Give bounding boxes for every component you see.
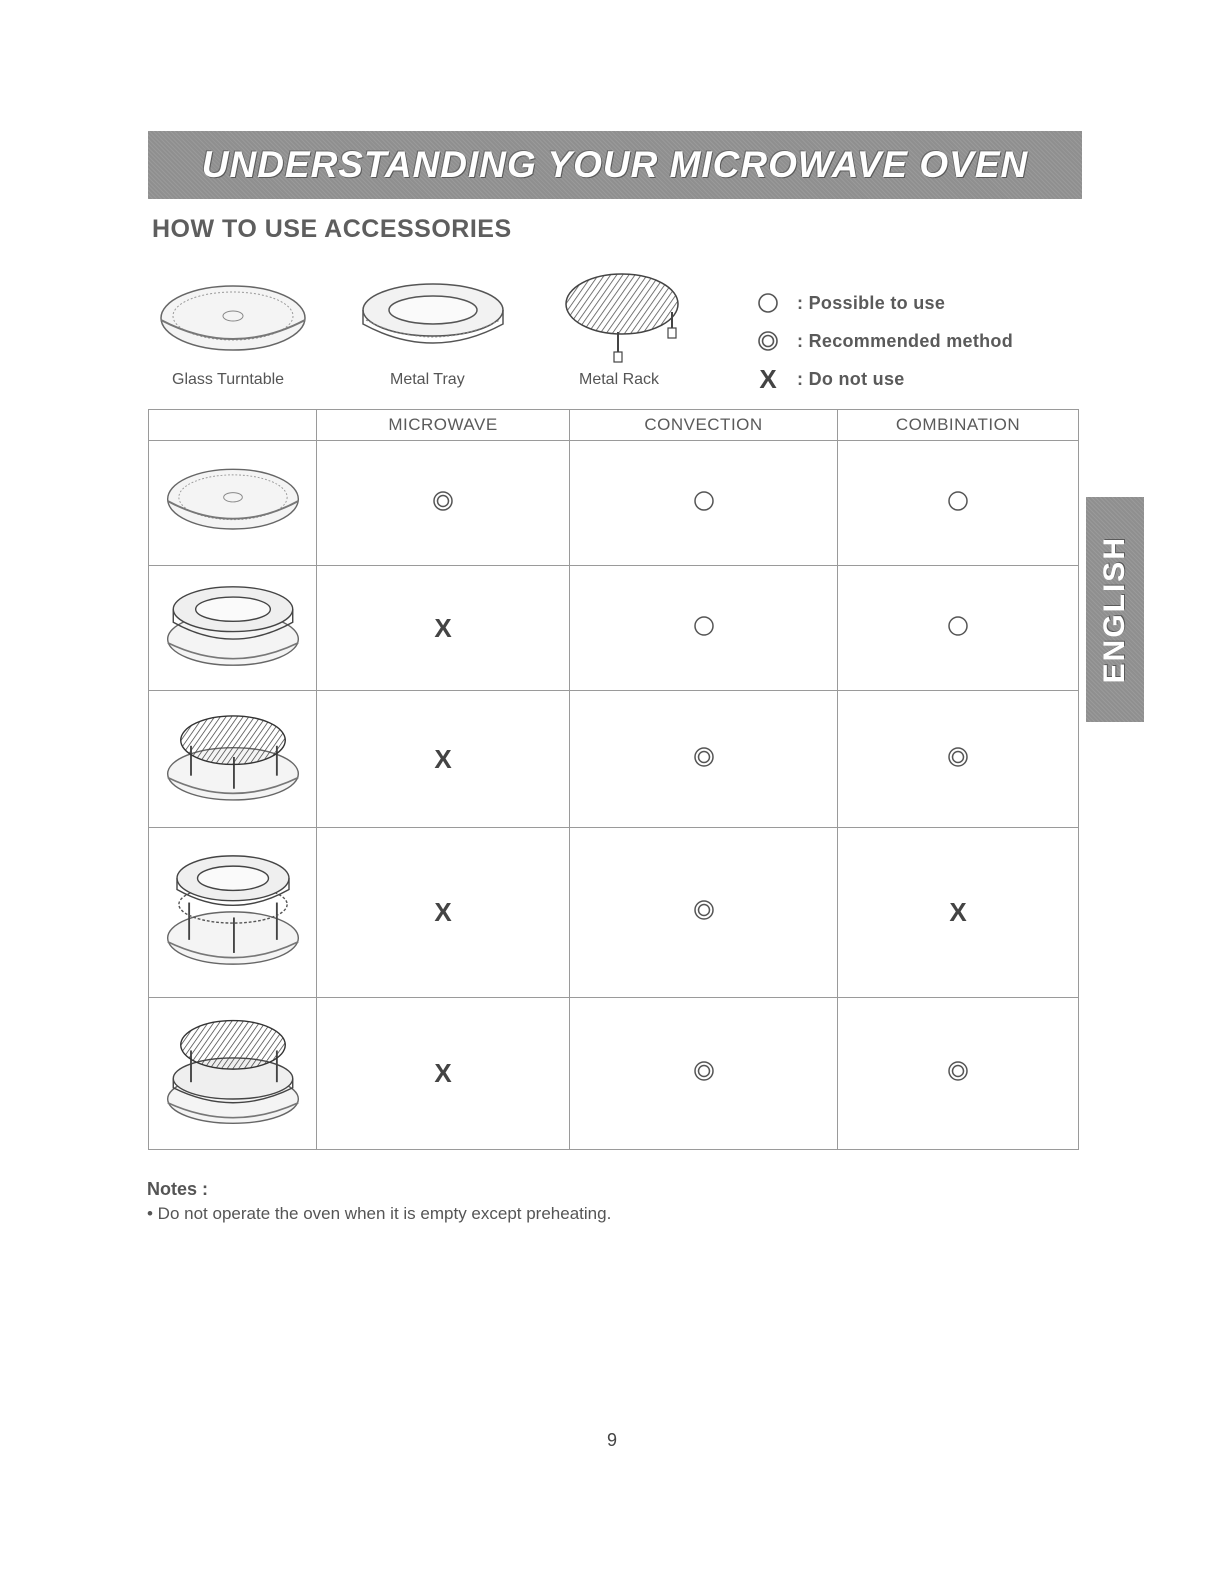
- x-icon: X: [434, 1058, 452, 1088]
- usage-cell: [317, 441, 570, 566]
- glass-turntable-icon: [163, 461, 303, 541]
- double-circle-icon: [693, 1060, 715, 1082]
- usage-cell: [838, 566, 1079, 691]
- glass-turntable-icon: [158, 280, 308, 360]
- legend-text: : Recommended method: [797, 330, 1014, 351]
- metal-tray-on-turntable-icon: [163, 581, 303, 671]
- row-accessory-cell: [149, 566, 317, 691]
- x-glyph: X: [759, 364, 777, 394]
- table-header-row: [149, 410, 1079, 441]
- usage-cell: [838, 441, 1079, 566]
- metal-tray-label: Metal Tray: [390, 371, 465, 388]
- x-icon: X: [434, 897, 452, 927]
- usage-cell: [570, 828, 838, 998]
- metal-rack-label: Metal Rack: [579, 371, 660, 388]
- accessory-table: [148, 409, 1079, 1150]
- page-title: UNDERSTANDING YOUR MICROWAVE OVEN: [201, 144, 1029, 185]
- metal-rack-icon: [560, 268, 690, 368]
- header-banner: [148, 131, 1082, 199]
- column-header-accessory: [149, 410, 317, 441]
- x-icon: X: [434, 743, 452, 774]
- usage-cell: [570, 998, 838, 1150]
- circle-icon: [693, 615, 715, 637]
- row-accessory-cell: [149, 441, 317, 566]
- double-circle-icon: [755, 328, 781, 354]
- rack-tray-turntable-icon: [163, 1011, 303, 1131]
- x-icon: [755, 366, 781, 392]
- usage-cell: [570, 691, 838, 828]
- usage-cell: [838, 691, 1079, 828]
- circle-icon: [693, 490, 715, 512]
- table-row: [149, 828, 1079, 998]
- legend-text: : Possible to use: [797, 292, 946, 313]
- legend-row-no: [755, 360, 1013, 398]
- table-row: [149, 998, 1079, 1150]
- notes-title: Notes :: [147, 1179, 209, 1199]
- x-icon: X: [949, 897, 967, 927]
- circle-icon: [755, 290, 781, 316]
- table-row: [149, 566, 1079, 691]
- side-tab-label: ENGLISH: [1098, 535, 1131, 684]
- legend-row-recommended: [755, 322, 1013, 360]
- glass-turntable-label: Glass Turntable: [172, 371, 285, 388]
- tray-rack-turntable-icon: [163, 845, 303, 975]
- page-number: 9: [606, 1430, 617, 1450]
- row-accessory-cell: [149, 998, 317, 1150]
- double-circle-icon: [693, 746, 715, 768]
- language-side-tab: [1086, 497, 1144, 722]
- usage-cell: [317, 828, 570, 998]
- circle-icon: [947, 490, 969, 512]
- table-row: [149, 441, 1079, 566]
- double-circle-icon: [432, 490, 454, 512]
- row-accessory-cell: [149, 691, 317, 828]
- x-icon: X: [434, 612, 452, 643]
- usage-cell: [317, 691, 570, 828]
- usage-cell: [317, 566, 570, 691]
- column-header-convection: CONVECTION: [570, 410, 838, 441]
- legend-row-possible: [755, 284, 1013, 322]
- double-circle-icon: [693, 899, 715, 921]
- column-header-microwave: MICROWAVE: [317, 410, 570, 441]
- usage-cell: [570, 566, 838, 691]
- usage-cell: [838, 828, 1079, 998]
- column-header-combination: COMBINATION: [838, 410, 1079, 441]
- notes-item: • Do not operate the oven when it is empty except preheating.: [147, 1204, 612, 1223]
- row-accessory-cell: [149, 828, 317, 998]
- metal-rack-on-turntable-icon: [163, 707, 303, 807]
- usage-cell: [838, 998, 1079, 1150]
- section-heading: HOW TO USE ACCESSORIES: [152, 215, 512, 243]
- legend-text: : Do not use: [797, 368, 905, 389]
- legend: [755, 284, 1013, 398]
- circle-icon: [947, 615, 969, 637]
- table-row: [149, 691, 1079, 828]
- double-circle-icon: [947, 746, 969, 768]
- double-circle-icon: [947, 1060, 969, 1082]
- metal-tray-icon: [358, 280, 508, 360]
- usage-cell: [317, 998, 570, 1150]
- usage-cell: [570, 441, 838, 566]
